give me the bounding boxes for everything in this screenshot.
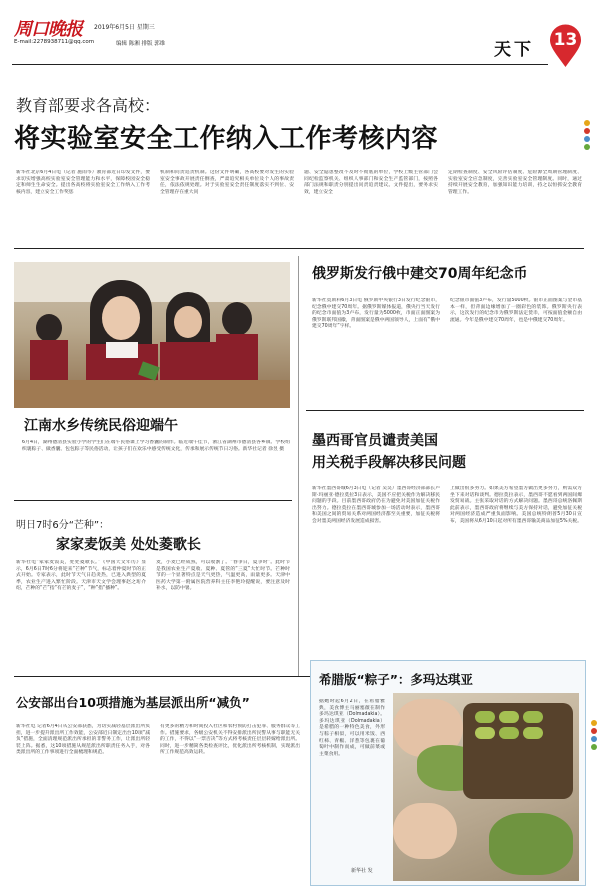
photo-roll (475, 711, 495, 723)
photo1-caption-body: 6月4日，湖州德清县实验小学的学生们在端午民俗课上学习香囊的制作。临近端午佳节，浙江省湖州市德清县各乡镇、学校组织裹粽子、做香囊、包包粽子等民俗活动，让孩子们在欢乐中感受传统文化，传承和展示传统节日习俗。新华社记者 徐昱 摄 (22, 440, 290, 452)
section-divider (14, 676, 310, 677)
photo-roll (523, 727, 543, 739)
mexico-body-col2: 上做出很多努力。如果美方希望墨方做出更多努力，则需双方坐下来对话和谈判。德拉莫拉表示，墨西哥不愿看到两国间爆发贸易战。主张采取对话的方式解决问题。墨西哥总统洛佩斯此前表示，墨西哥政府将继续与美方保持对话，避免加征关税对两国经济造成严重负面影响。美国总统特朗普5月30日宣布，美国将从6月10日起对所有墨西哥输美商品加征5%关税。 (450, 486, 582, 524)
solar-kicker: 明日7时6分“芒种”： (16, 520, 110, 531)
lead-body-col4: 定期检查制度、安全风险评估制度、危险源全周期管理制度、实验室安全应急制度，完善实验室安全管理制度。同时，通过持续开展安全教育，加强知识能力培训，持之以恒抓安全教育管理工作。 (448, 170, 582, 195)
masthead (0, 0, 600, 70)
dot-marker (584, 128, 590, 134)
page-number: 13 (553, 30, 578, 50)
food-credit: 新华社 发 (351, 868, 373, 874)
coin-body-col2: 纪念银币面值3卢布，发行量5000枚。银币正面图案与金币基本一样，但背面边缘增加了一圈彩色的装饰。俄罗斯央行表示，这次发行的纪念币为俄罗斯法定货币，可按面值金额自由流通。今年是俄中建交70周年，也是中俄建交70周年。 (450, 298, 582, 323)
photo-leaves-pile (489, 813, 573, 875)
lead-body-col1: 新华社北京6月4日电（记者 施雨岑）教育部近日印发文件，要求切实增强高校实验室安全管理能力和水平，保障校园安全稳定和师生生命安全。提出各高校将实验室安全工作纳入工作考核内容，建立安全工作奖惩 (16, 170, 150, 195)
photo-window (14, 262, 290, 302)
coin-headline: 俄罗斯发行俄中建交70周年纪念币 (312, 266, 528, 282)
newspaper-logo: 周口晚报 (14, 19, 82, 40)
solar-body-col1: 新华社电“家家麦饭美，处处菱歌长。”《中国天文年历》显示，6月6日7时6分将迎来“芒种”节气，标志着仲夏时节的正式开始。专家表示，此时节天气日趋炎热，已进入典型的夏季，农业生产进入繁忙阶段。天津市天文学会理事赵之珩介绍，芒种的“芒”指“有芒的麦子”，“种”指“播种”。 (16, 560, 146, 592)
food-body: 据她时起6月2日，在希腊雅典，美食博主马丽塞薇在制作多玛达琪亚（Dolmadakia）。多玛达琪亚（Dolmadakia）是希腊的一种特色美食，外形与粽子相似，可以用米饭、西红柿、青椒、洋葱等包裹在葡萄叶中制作而成，可做前菜或主菜食用。 (319, 699, 385, 757)
dolmadakia-photo (393, 693, 579, 881)
police-body-col1: 新华社电 记者6月4日从公安部获悉，为切实减轻基层派出所负担，进一步提升派出所工作效能，公安部近日制定出台10项“减负”措施，全面清理规范派出所承担的非警务工作，让派出所轻装上阵。据悉，这10项措施从规范派出所职责任务入手，对各类派出所的工作事项进行全面梳理和规范。 (16, 724, 150, 756)
photo-hand-2 (393, 803, 457, 859)
column-divider (298, 256, 299, 676)
lead-headline: 将实验室安全工作纳入工作考核内容 (14, 124, 439, 154)
solar-headline: 家家麦饭美 处处菱歌长 (56, 537, 201, 553)
food-box (310, 660, 586, 886)
police-body-col2: 有更多的精力和时间投入社区和农村预防打击犯罪、服务群众等工作。措施要求，各级公安机关不得安排派出所民警从事与职能无关的工作，不得以“一票否决”等方式将考核责任层层转嫁给派出所。同时，进一步精简各类检查评比，优化派出所考核机制，实现派出所工作规范高效运转。 (160, 724, 300, 756)
section-divider (306, 410, 584, 411)
photo-student-face (102, 296, 140, 340)
section-name: 天下 (494, 40, 534, 60)
lead-body-col3: 题、安全隐患整改不及时不彻底的单位，学校上级主管部门会同纪检监察机关、组织人事部门和安全生产监管部门，按照各部门法规和职责分别提出问责追责建议。文件提出，要务求实效，建立安全 (304, 170, 438, 195)
photo-student-4 (36, 314, 62, 342)
mexico-headline-line2: 用关税手段解决移民问题 (312, 455, 466, 471)
side-dots (583, 120, 591, 160)
date-line: 2019年6月5日 星期三 (94, 24, 155, 31)
page-number-badge (549, 24, 582, 68)
food-headline: 希腊版“粽子”：多玛达琪亚 (319, 672, 473, 687)
dot-marker (584, 144, 590, 150)
dot-marker (591, 728, 597, 734)
side-dots (590, 720, 598, 760)
email-line: E-mail:2278938711@qq.com (14, 39, 95, 45)
photo-student-2-face (174, 306, 202, 338)
editor-line: 编辑 陈湘 排版 郭维 (116, 41, 166, 47)
photo-student-collar (106, 342, 138, 358)
section-divider (14, 500, 292, 501)
police-headline: 公安部出台10项措施为基层派出所“减负” (16, 695, 250, 710)
photo-roll (499, 727, 519, 739)
photo-student-3-body (216, 334, 258, 384)
section-divider (14, 248, 584, 249)
lead-kicker: 教育部要求各高校： (16, 96, 161, 115)
photo-roll (499, 711, 519, 723)
photo-student-3 (222, 302, 252, 336)
coin-body-col1: 新华社莫斯科6月3日电 俄罗斯中央银行3日发行纪念银币，纪念俄中建交70周年。据俄罗斯媒体报道，俄央行当天发行的纪念币面值为3卢布，发行量为5000枚，币面正面图案为俄罗斯联邦国徽，背面图案是俄中两国领导人，上面有“俄中建交70周年”字样。 (312, 298, 440, 330)
lead-body-col2: 机制和问责追责机制。这份文件明确，各高校要对发生的实验室安全事故开展责任倒查，严肃追究相关单位及个人的事故责任，依法依规处理。对于实验室安全责任制度落实不到位、安全管理存在重大问 (160, 170, 294, 195)
photo-roll (475, 727, 495, 739)
photo-student-4-body (30, 340, 68, 380)
dot-marker (591, 744, 597, 750)
solar-body-col2: 麦，小麦已经成熟，可以收割了。“春争日，夏争时”。此时节是我国农业生产夏收、夏种、夏管的“三夏”大忙时节。芒种时节的一个显著特点是天气更热，气温更高，雨量更多。天津中医药大学第一附属医院营养科主任李艳玲提醒说，要注意及时补水，以防中暑。 (156, 560, 290, 592)
photo1-caption-title: 江南水乡传统民俗迎端午 (24, 418, 178, 434)
photo-desk (14, 380, 290, 408)
mexico-body-col1: 新华社墨西哥城6月3日电（记者 吴昊）墨西哥经济部部长卢斯·玛丽亚·德拉莫拉3日表示，美国不应把关税作为解决移民问题的手段。目前墨西哥政府仍在为避免对美国加征关税作出努力。德拉莫拉在墨西哥城参加一场活动时表示，墨西哥和美国之间的贸易关系对两国经济都至关重要，加征关税将会对墨美两国经济发展造成损害。 (312, 486, 440, 524)
dot-marker (591, 720, 597, 726)
dragon-boat-classroom-photo (14, 262, 290, 408)
dot-marker (584, 136, 590, 142)
dot-marker (584, 120, 590, 126)
photo-roll (523, 711, 543, 723)
masthead-divider (12, 64, 548, 65)
mexico-headline-line1: 墨西哥官员谴责美国 (312, 433, 438, 449)
dot-marker (591, 736, 597, 742)
